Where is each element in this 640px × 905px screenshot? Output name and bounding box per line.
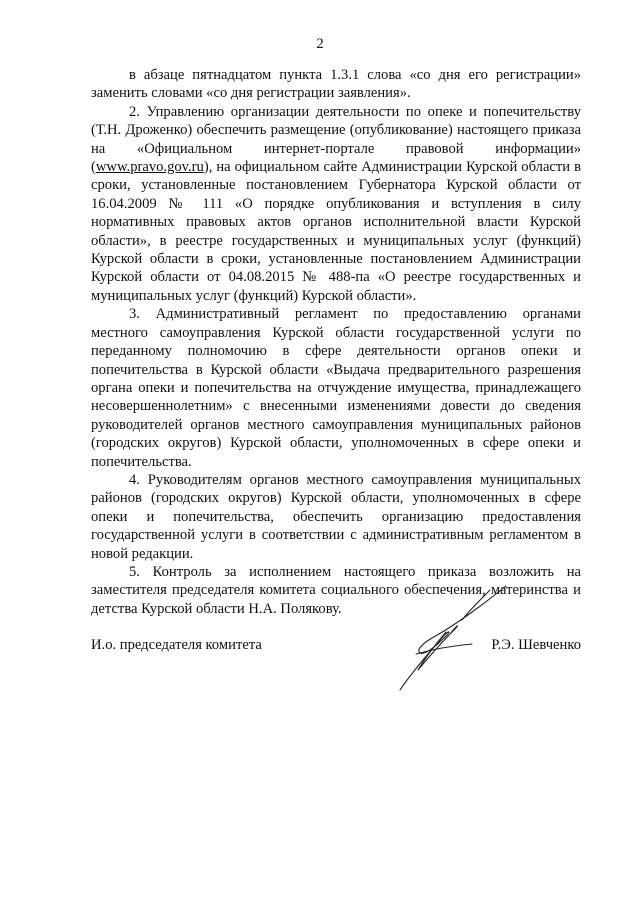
paragraph-2 [91,103,581,305]
paragraph-5: 5. Контроль за исполнением настоящего приказа возложить на заместителя председателя комитета социального обеспечения, материнства и детства Курской области Н.А. Полякову. [91,563,581,617]
signer-title: И.о. председателя комитета [91,637,262,653]
paragraph-2-text-before: 2. Управлению организации деятельности по опеке и попечительству (Т.Н. Дроженко) обеспечить размещение (опубликование) настоящего приказа на «Официальном интернет-портале правовой информации» ( [91,103,581,176]
paragraph-4: 4. Руководителям органов местного самоуправления муниципальных районов (городских округов) Курской области, уполномоченных в сфере опеки и попечительства, обеспечить организацию предоставления государственной услуги в соответствии с административным регламентом в новой редакции. [91,471,581,562]
signer-name: Р.Э. Шевченко [491,637,581,653]
paragraph-2-text-after: ), на официальном сайте Администрации Курской области в сроки, установленные постановлением Губернатора Курской области от 16.04.2009 № 111 «О порядке опубликования и вступления в силу нормативных правовых актов органов исполнительной власти Курской области», в реестре государственных и муниципальных услуг (функций) Курской области в сроки, установленные постановлением Администрации Курской области от 04.08.2015 № 488-па «О реестре государственных и муниципальных услуг (функций) Курской области». [91,159,581,304]
pravo-link[interactable]: www.pravo.gov.ru [95,159,204,176]
handwritten-signature [388,580,513,695]
paragraph-3: 3. Административный регламент по предоставлению органами местного самоуправления Курской области государственной услуги по переданному полномочию в сфере деятельности органов опеки и попечительства в Курской области «Выдача предварительного разрешения органа опеки и попечительства на отчуждение имущества, принадлежащего несовершеннолетним» с внесенными изменениями довести до сведения руководителей органов местного самоуправления муниципальных районов (городских округов) Курской области, уполномоченных в сфере опеки и попечительства. [91,306,581,470]
page-number: 2 [316,36,324,52]
document-body [91,66,581,618]
paragraph-1: в абзаце пятнадцатом пункта 1.3.1 слова «со дня его регистрации» заменить словами «со дня регистрации заявления». [91,67,581,102]
